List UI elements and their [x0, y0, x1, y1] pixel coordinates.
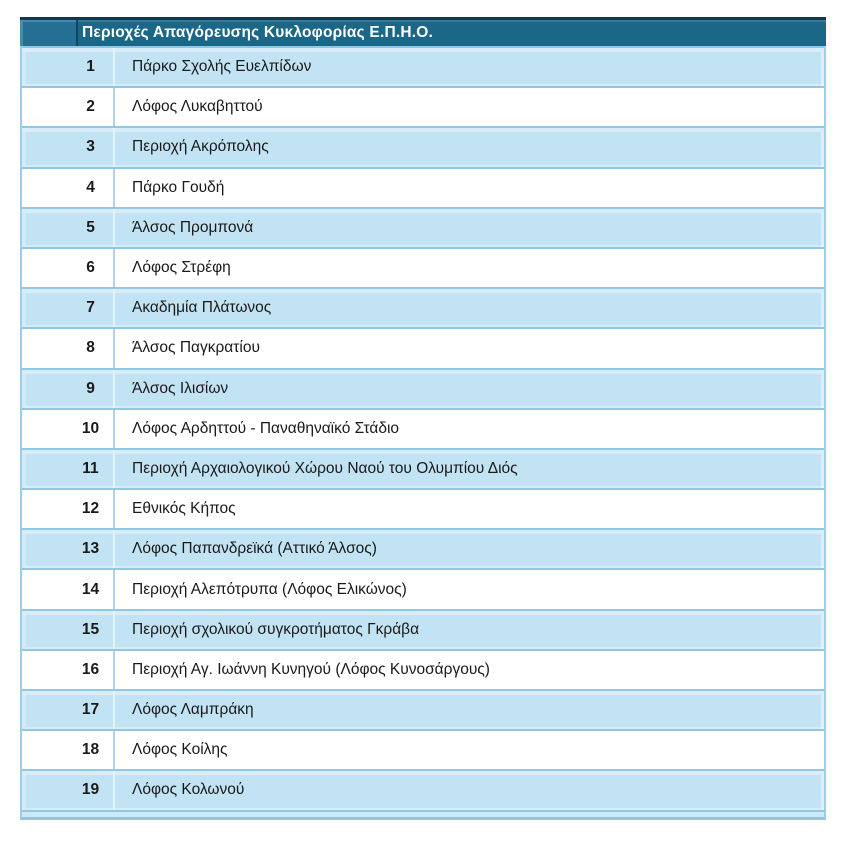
row-number-cell: 19 [22, 771, 115, 809]
row-number-cell: 13 [22, 530, 115, 568]
table-title: Περιοχές Απαγόρευσης Κυκλοφορίας Ε.Π.Η.Ο. [82, 24, 434, 41]
table-row [22, 247, 824, 287]
table-row [22, 368, 824, 408]
row-number-cell: 7 [22, 289, 115, 327]
row-number-cell: 14 [22, 570, 115, 608]
row-number-cell: 12 [22, 490, 115, 528]
row-number-cell: 10 [22, 410, 115, 448]
row-name-cell: Άλσος Παγκρατίου [132, 339, 260, 357]
row-number-cell: 5 [22, 209, 115, 247]
row-number-cell: 6 [22, 249, 115, 287]
table-row [22, 327, 824, 367]
row-number-cell: 8 [22, 329, 115, 367]
row-name-cell: Εθνικός Κήπος [132, 500, 236, 518]
row-number-cell: 3 [22, 128, 115, 166]
row-number-cell: 15 [22, 611, 115, 649]
table-row [22, 207, 824, 247]
table-header [20, 20, 826, 46]
row-name-cell: Πάρκο Γουδή [132, 178, 225, 196]
row-name-cell: Άλσος Ιλισίων [132, 379, 229, 397]
table-row [22, 126, 824, 166]
table-row [22, 46, 824, 86]
table-row [22, 167, 824, 207]
table-row [22, 488, 824, 528]
row-name-cell: Λόφος Κοίλης [132, 741, 228, 759]
row-number-cell: 2 [22, 88, 115, 126]
table-row [22, 729, 824, 769]
row-name-cell: Περιοχή Αγ. Ιωάννη Κυνηγού (Λόφος Κυνοσάργους) [132, 660, 490, 678]
restricted-areas-table [20, 17, 826, 820]
row-number-cell: 18 [22, 731, 115, 769]
table-row [22, 649, 824, 689]
row-number-cell: 11 [22, 450, 115, 488]
table-row [22, 408, 824, 448]
row-number-cell: 1 [22, 48, 115, 86]
table-bottom-strip [20, 810, 826, 820]
row-name-cell: Περιοχή σχολικού συγκροτήματος Γκράβα [132, 620, 420, 638]
row-name-cell: Περιοχή Αλεπότρυπα (Λόφος Ελικώνος) [132, 580, 407, 598]
row-name-cell: Άλσος Προμπονά [132, 218, 254, 236]
row-number-cell: 4 [22, 169, 115, 207]
table-rows [20, 46, 826, 810]
table-row [22, 528, 824, 568]
header-corner-cell [20, 20, 78, 46]
table-row [22, 86, 824, 126]
row-name-cell: Ακαδημία Πλάτωνος [132, 299, 272, 317]
row-name-cell: Λόφος Κολωνού [132, 781, 245, 799]
row-name-cell: Λόφος Παπανδρεϊκά (Αττικό Άλσος) [132, 540, 377, 558]
row-number-cell: 9 [22, 370, 115, 408]
row-name-cell: Πάρκο Σχολής Ευελπίδων [132, 58, 312, 76]
row-number-cell: 16 [22, 651, 115, 689]
table-row [22, 769, 824, 809]
row-name-cell: Λόφος Λυκαβηττού [132, 98, 263, 116]
row-name-cell: Περιοχή Αρχαιολογικού Χώρου Ναού του Ολυμπίου Διός [132, 459, 518, 477]
row-name-cell: Λόφος Λαμπράκη [132, 701, 254, 719]
row-name-cell: Λόφος Αρδηττού - Παναθηναϊκό Στάδιο [132, 419, 400, 437]
row-name-cell: Περιοχή Ακρόπολης [132, 138, 269, 156]
table-row [22, 609, 824, 649]
table-row [22, 568, 824, 608]
row-number-cell: 17 [22, 691, 115, 729]
table-row [22, 287, 824, 327]
table-row [22, 448, 824, 488]
table-row [22, 689, 824, 729]
row-name-cell: Λόφος Στρέφη [132, 259, 231, 277]
